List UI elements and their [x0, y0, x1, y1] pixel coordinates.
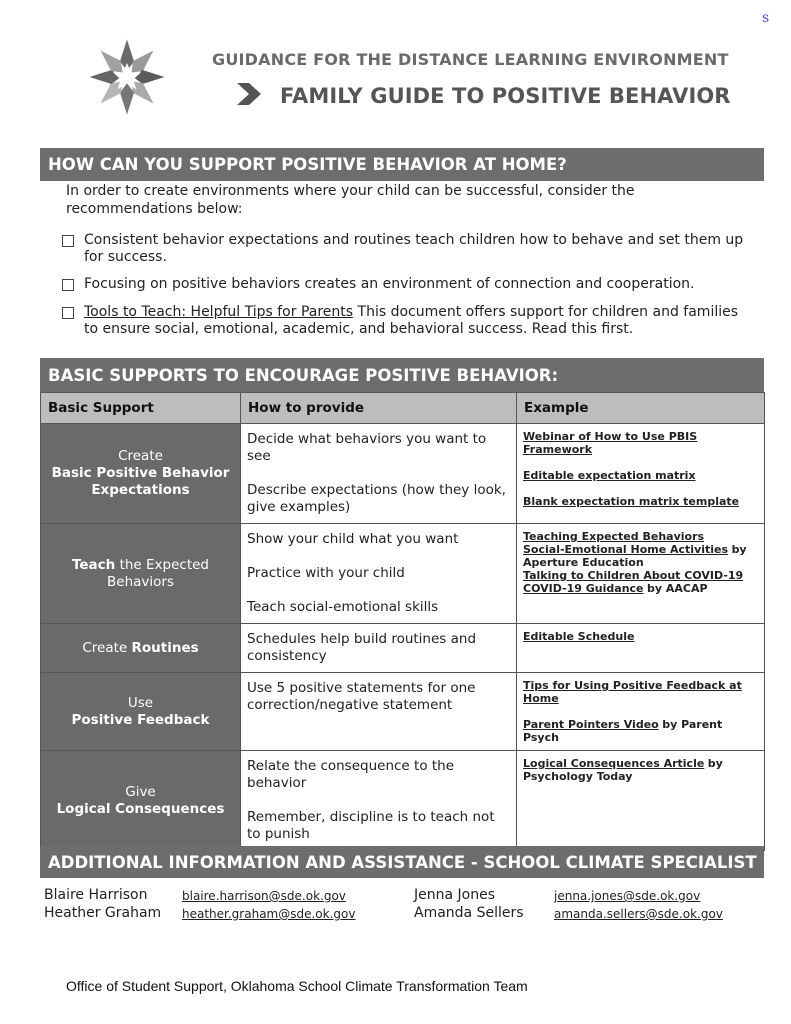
how-cell: Schedules help build routines and consistency: [241, 624, 517, 673]
section-heading-additional-info: ADDITIONAL INFORMATION AND ASSISTANCE - SCHOOL CLIMATE SPECIALIST: [40, 846, 764, 878]
contact-email-link[interactable]: heather.graham@sde.ok.gov: [182, 907, 356, 921]
example-link[interactable]: Webinar of How to Use PBIS Framework: [523, 430, 698, 456]
table-row: [41, 673, 765, 751]
example-cell: Logical Consequences Article by Psychology Today: [517, 751, 765, 851]
column-header: Basic Support: [41, 393, 241, 424]
example-cell: [517, 624, 765, 673]
example-link[interactable]: Talking to Children About COVID-19: [523, 569, 744, 582]
corner-mark: s: [762, 10, 770, 26]
table-row: [41, 524, 765, 624]
example-link[interactable]: Parent Pointers Video: [523, 718, 659, 731]
contact-email-link[interactable]: jenna.jones@sde.ok.gov: [554, 889, 701, 903]
contact-email-link[interactable]: amanda.sellers@sde.ok.gov: [554, 907, 723, 921]
table-row: [41, 624, 765, 673]
example-cell: Teaching Expected Behaviors Social-Emotional Home Activities by Aperture Education Talking to Children About COVID-19 COVID-19 Guidance by AACAP: [517, 524, 765, 624]
star-logo-icon: [88, 38, 166, 116]
contact-name: Jenna Jones: [414, 887, 495, 903]
how-cell: Relate the consequence to the behavior Remember, discipline is to teach not to punish: [241, 751, 517, 851]
section-heading-support: HOW CAN YOU SUPPORT POSITIVE BEHAVIOR AT HOME?: [40, 148, 764, 181]
contact-email-link[interactable]: blaire.harrison@sde.ok.gov: [182, 889, 346, 903]
how-cell: Use 5 positive statements for one correction/negative statement: [241, 673, 517, 751]
document-subtitle: GUIDANCE FOR THE DISTANCE LEARNING ENVIRONMENT: [212, 50, 729, 69]
checkbox-icon: [62, 307, 74, 319]
tools-to-teach-link[interactable]: Tools to Teach: Helpful Tips for Parents: [84, 304, 354, 320]
how-cell: Show your child what you want Practice with your child Teach social-emotional skills: [241, 524, 517, 624]
example-link[interactable]: COVID-19 Guidance: [523, 582, 644, 595]
table-row: [41, 424, 765, 524]
how-cell: Decide what behaviors you want to see Describe expectations (how they look, give examples): [241, 424, 517, 524]
column-header: How to provide: [241, 393, 517, 424]
checkbox-icon: [62, 235, 74, 247]
example-link[interactable]: Editable expectation matrix: [523, 469, 696, 482]
example-link[interactable]: Editable Schedule: [523, 630, 635, 643]
example-link[interactable]: Social-Emotional Home Activities: [523, 543, 729, 556]
document-title: FAMILY GUIDE TO POSITIVE BEHAVIOR: [280, 84, 731, 108]
example-cell: [517, 424, 765, 524]
support-cell: Create Basic Positive Behavior Expectations: [41, 424, 241, 524]
supports-table: [40, 392, 765, 851]
example-link[interactable]: Tips for Using Positive Feedback at Home: [523, 679, 742, 705]
list-item: Tools to Teach: Helpful Tips for Parents This document offers support for children and families to ensure social, emotional, academic, and behavioral success. Read this first.: [62, 304, 752, 338]
section-heading-basic-supports: BASIC SUPPORTS TO ENCOURAGE POSITIVE BEHAVIOR:: [40, 358, 764, 392]
support-cell: Teach the Expected Behaviors: [41, 524, 241, 624]
list-item: Consistent behavior expectations and routines teach children how to behave and set them up for success.: [62, 232, 752, 266]
column-header: Example: [517, 393, 765, 424]
example-link[interactable]: Teaching Expected Behaviors: [523, 530, 705, 543]
checkbox-icon: [62, 279, 74, 291]
support-cell: Give Logical Consequences: [41, 751, 241, 851]
example-cell: Tips for Using Positive Feedback at Home Parent Pointers Video by Parent Psych: [517, 673, 765, 751]
footer-text: Office of Student Support, Oklahoma School Climate Transformation Team: [66, 978, 528, 994]
support-cell: Create Routines: [41, 624, 241, 673]
contact-name: Amanda Sellers: [414, 905, 524, 921]
chevron-right-icon: [237, 83, 261, 105]
support-cell: Use Positive Feedback: [41, 673, 241, 751]
contact-name: Heather Graham: [44, 905, 162, 921]
contact-name: Blaire Harrison: [44, 887, 148, 903]
intro-text: In order to create environments where your child can be successful, consider the recommendations below:: [66, 183, 635, 217]
example-link[interactable]: Logical Consequences Article: [523, 757, 705, 770]
table-row: [41, 751, 765, 851]
list-item: Focusing on positive behaviors creates an environment of connection and cooperation.: [62, 276, 752, 293]
example-link[interactable]: Blank expectation matrix template: [523, 495, 740, 508]
